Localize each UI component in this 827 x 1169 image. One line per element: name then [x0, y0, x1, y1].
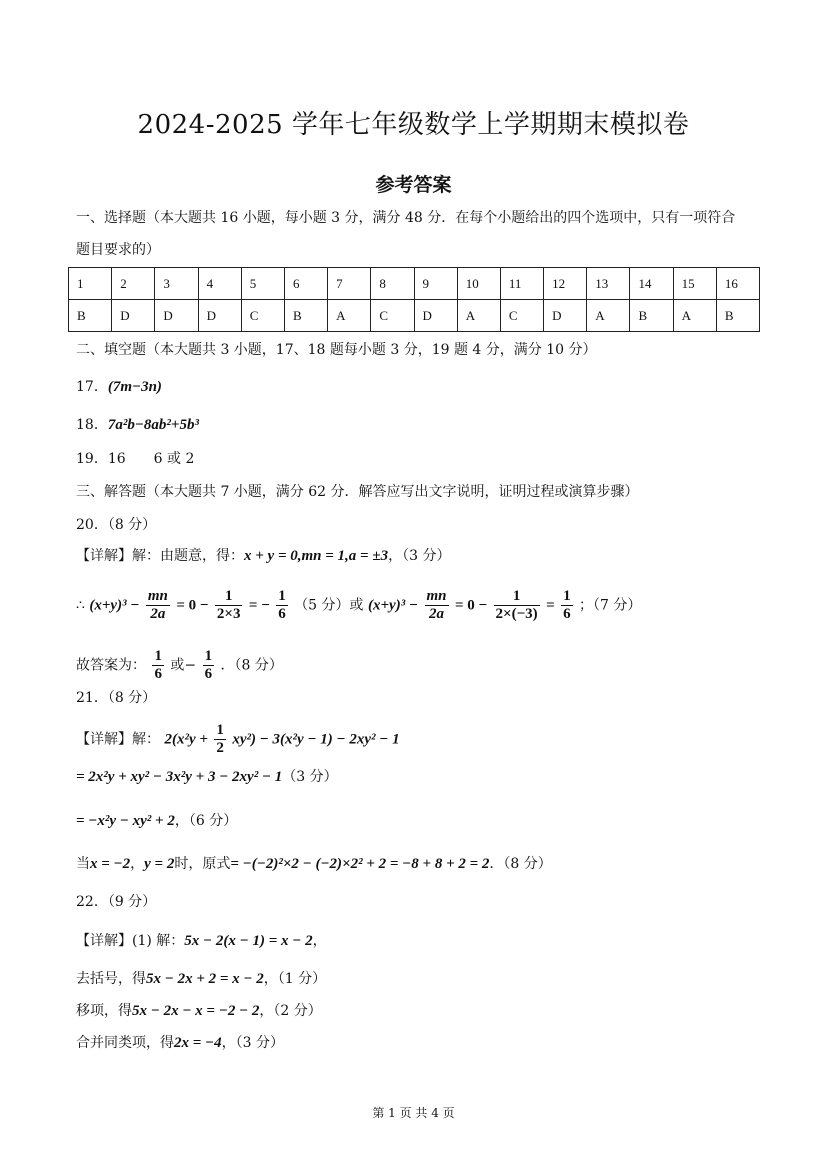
q21-step3-score: ．（8 分）	[489, 856, 552, 872]
q21-expr-a: 2(x²y +	[164, 731, 208, 748]
page-subtitle: 参考答案	[375, 174, 452, 196]
q20-final-score: ．（8 分）	[220, 657, 283, 674]
q18-label: 18．	[76, 417, 108, 433]
question-number-cell: 5	[241, 268, 284, 300]
q18-answer: 7a²b−8ab²+5b³	[107, 417, 199, 433]
q21-detail-prefix: 【详解】解：	[76, 731, 160, 748]
question-number-cell: 9	[414, 268, 457, 300]
question-number-cell: 1	[69, 268, 112, 300]
q21-detail	[76, 722, 400, 757]
section2-heading: 二、填空题（本大题共 3 小题，17、18 题每小题 3 分，19 题 4 分，满分 10 分）	[76, 342, 597, 358]
q22-step3-expr: 2x = −4	[174, 1035, 222, 1051]
q21-step2-score: ，（6 分）	[174, 813, 238, 829]
q21-x-value: x = −2	[90, 856, 131, 872]
question-number-cell: 10	[457, 268, 500, 300]
answer-cell: A	[457, 300, 500, 332]
question-number-cell: 16	[716, 268, 759, 300]
q22-detail-expr: 5x − 2(x − 1) = x − 2	[184, 933, 313, 949]
q21-sep: ，	[130, 856, 145, 872]
q20-label: 20．（8 分）	[76, 517, 157, 533]
section3-heading: 三、解答题（本大题共 7 小题，满分 62 分．解答应写出文字说明，证明过程或演算步骤）	[76, 484, 639, 500]
q20-frac5: $\frac{1}{2\times(-3)}$	[495, 588, 538, 622]
answer-cell: B	[630, 300, 673, 332]
q20-computation	[76, 588, 641, 623]
q22-detail-prefix: 【详解】(1) 解：	[76, 933, 185, 949]
q20-frac2: $\frac{1}{2\times 3}$	[216, 588, 241, 622]
q20-frac6: $\frac{1}{6}$	[563, 588, 571, 622]
q18-line	[76, 415, 199, 435]
answer-table-number-row	[69, 268, 760, 300]
q22-step3-prefix: 合并同类项，得	[76, 1035, 174, 1051]
answer-cell: C	[241, 300, 284, 332]
answer-table	[68, 267, 760, 332]
q20-final-prefix: 故答案为：	[76, 657, 146, 674]
question-number-cell: 2	[112, 268, 155, 300]
question-number-cell: 14	[630, 268, 673, 300]
question-number-cell: 11	[500, 268, 543, 300]
question-number-cell: 7	[328, 268, 371, 300]
answer-cell: B	[284, 300, 327, 332]
therefore-symbol: ∴	[76, 597, 85, 614]
q20-expr2-left: (x+y)³ −	[368, 597, 419, 614]
q21-step3	[76, 854, 552, 874]
q21-frac: $\frac{1}{2}$	[216, 722, 224, 756]
q19-answer: 6 或 2	[153, 451, 195, 467]
q20-score1: （5 分）或	[294, 597, 364, 614]
q22-step3	[76, 1033, 284, 1053]
q20-score2: ；（7 分）	[579, 597, 642, 614]
q20-final-answer	[76, 648, 283, 683]
section1-heading-line2: 题目要求的）	[76, 242, 160, 258]
q17-label: 17．	[76, 379, 108, 395]
answer-cell: B	[69, 300, 112, 332]
q21-expr-b: xy²) − 3(x²y − 1) − 2xy² − 1	[232, 731, 400, 748]
answer-cell: C	[500, 300, 543, 332]
q20-frac4: $\frac{mn}{2a}$	[426, 588, 447, 622]
q22-step1	[76, 969, 326, 989]
question-number-cell: 15	[673, 268, 716, 300]
question-number-cell: 8	[371, 268, 414, 300]
q22-detail	[76, 931, 327, 951]
q21-step3-expr: = −(−2)²×2 − (−2)×2² + 2 = −8 + 8 + 2 = 2	[230, 856, 490, 872]
q22-detail-tail: ，	[312, 933, 327, 949]
q20-detail-math: x + y = 0,mn = 1,a = ±3	[244, 548, 389, 564]
section1-heading-line1: 一、选择题（本大题共 16 小题，每小题 3 分，满分 48 分．在每个小题给出的四个选项中，只有一项符合	[76, 210, 736, 226]
q22-step2-prefix: 移项，得	[76, 1003, 132, 1019]
q20-final-frac2: $\frac{1}{6}$	[204, 648, 213, 682]
q22-step1-expr: 5x − 2x + 2 = x − 2	[146, 971, 264, 987]
q20-detail-prefix: 【详解】解：由题意，得：	[76, 548, 244, 564]
q19-line	[76, 449, 194, 469]
q21-y-value: y = 2	[144, 856, 175, 872]
question-number-cell: 4	[198, 268, 241, 300]
q22-label: 22．（9 分）	[76, 894, 157, 910]
q21-step1-score: （3 分）	[282, 769, 338, 785]
answer-cell: D	[414, 300, 457, 332]
answer-cell: C	[371, 300, 414, 332]
q21-step1	[76, 767, 338, 787]
q21-when: 当	[76, 856, 90, 872]
q20-final-or: 或−	[170, 657, 197, 674]
page-footer: 第 1 页 共 4 页	[372, 1106, 455, 1120]
question-number-cell: 6	[284, 268, 327, 300]
answer-cell: D	[155, 300, 198, 332]
q20-eq1: = 0 −	[176, 597, 209, 614]
q22-step1-prefix: 去括号，得	[76, 971, 146, 987]
question-number-cell: 13	[587, 268, 630, 300]
q20-eq4: =	[546, 597, 555, 614]
answer-table-answer-row	[69, 300, 760, 332]
question-number-cell: 3	[155, 268, 198, 300]
q20-expr1-left: (x+y)³ −	[89, 597, 140, 614]
q21-step2	[76, 811, 237, 831]
q20-final-frac1: $\frac{1}{6}$	[154, 648, 162, 682]
q21-mid: 时，原式	[174, 856, 231, 872]
page-title: 2024-2025 学年七年级数学上学期期末模拟卷	[137, 110, 690, 140]
q20-frac3: $\frac{1}{6}$	[278, 588, 286, 622]
answer-cell: A	[587, 300, 630, 332]
q22-step3-score: ，（3 分）	[221, 1035, 284, 1051]
q22-step2-expr: 5x − 2x − x = −2 − 2	[132, 1003, 260, 1019]
q20-eq3: = 0 −	[454, 597, 488, 614]
q21-step2-expr: = −x²y − xy² + 2	[76, 813, 175, 829]
answer-cell: D	[198, 300, 241, 332]
q22-step2-score: ，（2 分）	[259, 1003, 322, 1019]
q20-eq2: = −	[248, 597, 270, 614]
answer-cell: B	[716, 300, 759, 332]
answer-cell: A	[673, 300, 716, 332]
q22-step2	[76, 1001, 322, 1021]
question-number-cell: 12	[544, 268, 587, 300]
answer-cell: D	[112, 300, 155, 332]
q17-answer: (7m−3n)	[107, 379, 162, 395]
q21-step1-expr: = 2x²y + xy² − 3x²y + 3 − 2xy² − 1	[76, 769, 283, 785]
q21-label: 21．（8 分）	[76, 690, 157, 706]
answer-cell: D	[544, 300, 587, 332]
q20-detail-score: ，（3 分）	[388, 548, 451, 564]
q20-detail	[76, 546, 450, 566]
q17-line	[76, 377, 162, 397]
q20-frac1: $\frac{mn}{2a}$	[147, 588, 168, 622]
answer-cell: A	[328, 300, 371, 332]
q22-step1-score: ，（1 分）	[263, 971, 327, 987]
q19-label: 19．16	[76, 451, 126, 467]
